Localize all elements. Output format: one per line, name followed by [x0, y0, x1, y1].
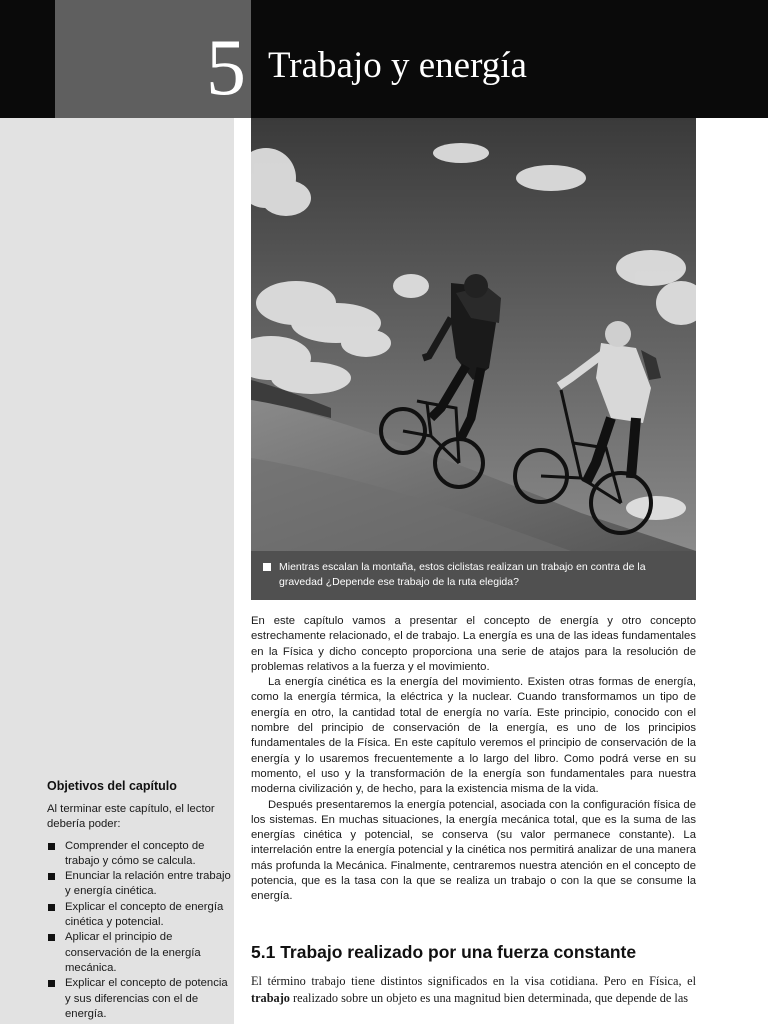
caption-bullet-icon — [263, 563, 271, 571]
bullet-square-icon — [48, 843, 55, 850]
bullet-square-icon — [48, 980, 55, 987]
photo-caption — [251, 551, 696, 600]
objective-item: Enunciar la relación entre trabajo y energía cinética. — [47, 869, 232, 900]
key-term: trabajo — [251, 991, 290, 1005]
body-paragraph: La energía cinética es la energía del movimiento. Existen otras formas de energía, como la energía térmica, la eléctrica y la nuclear. Cuando transformamos un tipo de energía en otro, la cantidad total de energía no varía. Este principio, conocido con el nombre del principio de conservación de la energía, es uno de los principios fundamentales de la Física. En este capítulo veremos el principio de conservación de la energía y lo usaremos frecuentemente a lo largo del libro. Como podrá verse en su momento, el uso y la transformación de la energía son fundamentales para nuestra moderna civilización y, de hecho, para la existencia misma de la vida. — [251, 676, 696, 796]
bullet-square-icon — [48, 873, 55, 880]
chapter-number: 5 — [206, 24, 246, 112]
objective-item: Explicar el concepto de energía cinética y potencial. — [47, 900, 232, 931]
objectives-heading: Objetivos del capítulo — [47, 779, 177, 793]
section-heading: 5.1 Trabajo realizado por una fuerza constante — [251, 942, 637, 962]
chapter-title: Trabajo y energía — [268, 45, 527, 86]
objectives-intro: Al terminar este capítulo, el lector debería poder: — [47, 803, 215, 831]
body-paragraph: En este capítulo vamos a presentar el concepto de energía y otro concepto estrechamente relacionado, el de trabajo. La energía es una de las ideas fundamentales en la Física y dicho concepto proporciona una serie de atajos para la resolución de problemas relativos a la fuerza y el movimiento. — [251, 615, 696, 673]
bullet-square-icon — [48, 934, 55, 941]
chapter-objectives — [47, 777, 232, 1022]
body-paragraph: Después presentaremos la energía potencial, asociada con la configuración física de los sistemas. En muchas situaciones, la energía mecánica total, que es la suma de las energías cinética y potencial, se conserva (su valor permanece constante). La interrelación entre la energía potencial y la cinética nos permitirá analizar de una manera más profunda la Mecánica. Finalmente, centraremos nuestra atención en el concepto de potencia, que es la tasa con la que se realiza un trabajo o con la que se consume la energía. — [251, 798, 696, 903]
objective-item: Explicar el concepto de potencia y sus diferencias con el de energía. — [47, 976, 232, 1022]
bullet-square-icon — [48, 904, 55, 911]
objective-item: Comprender el concepto de trabajo y cómo se calcula. — [47, 839, 232, 870]
caption-text: Mientras escalan la montaña, estos ciclistas realizan un trabajo en contra de la gravedad ¿Depende ese trabajo de la ruta elegida? — [279, 561, 646, 588]
section-paragraph: El término trabajo tiene distintos significados en la visa cotidiana. Pero en Física, el trabajo realizado sobre un objeto es una magnitud bien determinada, que depende de las — [251, 974, 696, 1005]
chapter-photo — [251, 118, 696, 551]
intro-body — [251, 614, 696, 905]
objectives-list — [47, 839, 232, 1023]
objective-item: Aplicar el principio de conservación de la energía mecánica. — [47, 930, 232, 976]
